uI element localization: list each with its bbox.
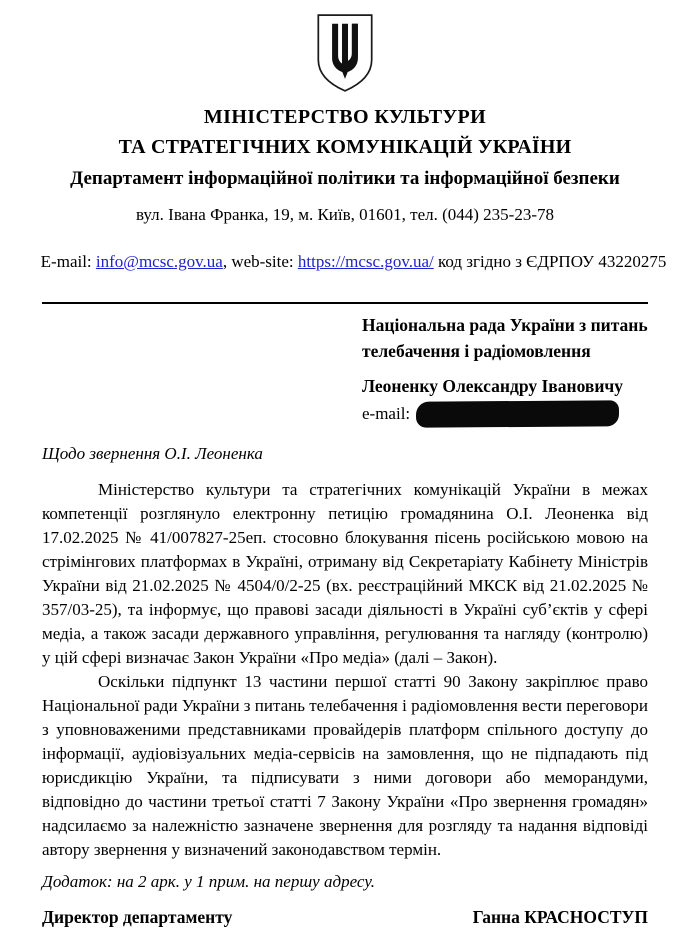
addressee-email-label: e-mail: (362, 404, 411, 423)
header-divider (42, 302, 648, 304)
addressee-email-row (362, 400, 648, 428)
attachment-note: Додаток: на 2 арк. у 1 прим. на першу адресу. (42, 872, 376, 891)
signer-name: Ганна КРАСНОСТУП (472, 907, 648, 927)
redacted-email-box (416, 400, 619, 427)
emblem-container (0, 0, 690, 100)
signature-row (42, 904, 648, 930)
ministry-title-line1: МІНІСТЕРСТВО КУЛЬТУРИ (203, 106, 487, 128)
contact-line (0, 226, 690, 298)
subject-line: Щодо звернення О.І. Леоненка (42, 444, 263, 463)
email-label: E-mail: (40, 252, 96, 271)
recipient-org-block (362, 312, 648, 364)
ukraine-trident-emblem-icon (314, 8, 376, 98)
recipient-org-line2: телебачення і радіомовлення (362, 341, 591, 361)
signer-title: Директор департаменту (42, 907, 233, 927)
email-link[interactable]: info@mcsc.gov.ua (95, 252, 223, 271)
edrpou-code: код згідно з ЄДРПОУ 43220275 (433, 252, 667, 271)
ministry-title-line2: ТА СТРАТЕГІЧНИХ КОМУНІКАЦІЙ УКРАЇНИ (118, 136, 572, 158)
addressee-name: Леоненку Олександру Івановичу (362, 376, 624, 396)
postal-address-line: вул. Івана Франка, 19, м. Київ, 01601, тел. (044) 235-23-78 (135, 205, 554, 224)
body-paragraph-2: Оскільки підпункт 13 частини першої статті 90 Закону закріплює право Національної ради України з питань телебачення і радіомовлення вести переговори з уповноваженими представниками провайдерів платформ спільного доступу до інформації, аудіовізуальних медіа-сервісів на замовлення, що не підпадають під юрисдикцію України, та підписувати з ними договори або меморандуми, відповідно до частини третьої статті 7 Закону України «Про звернення громадян» надсилаємо за належністю зазначене звернення для розгляду та надання відповіді автору звернення у визначений законодавством термін. (42, 672, 649, 859)
department-title: Департамент інформаційної політики та інформаційної безпеки (70, 168, 620, 189)
body-paragraph-1: Міністерство культури та стратегічних комунікацій України в межах компетенції розглянуло електронну петицію громадянина О.І. Леоненка від 17.02.2025 № 41/007827-25еп. стосовно блокування пісень російською мовою на стрімінгових платформах в Україні, отриману від Секретаріату Кабінету Міністрів України від 21.02.2025 № 4504/0/2-25 (вх. реєстраційний МКСК від 21.02.2025 № 357/03-25), та інформує, що правові засади діяльності в Україні суб’єктів у сфері медіа, а також засади державного управління, регулювання та нагляду (контролю) у цій сфері визначає Закон України «Про медіа» (далі – Закон). (42, 480, 648, 667)
recipient-org-line1: Національна рада України з питань (362, 315, 648, 335)
website-link[interactable]: https://mcsc.gov.ua/ (297, 252, 434, 271)
website-label: , web-site: (222, 252, 298, 271)
